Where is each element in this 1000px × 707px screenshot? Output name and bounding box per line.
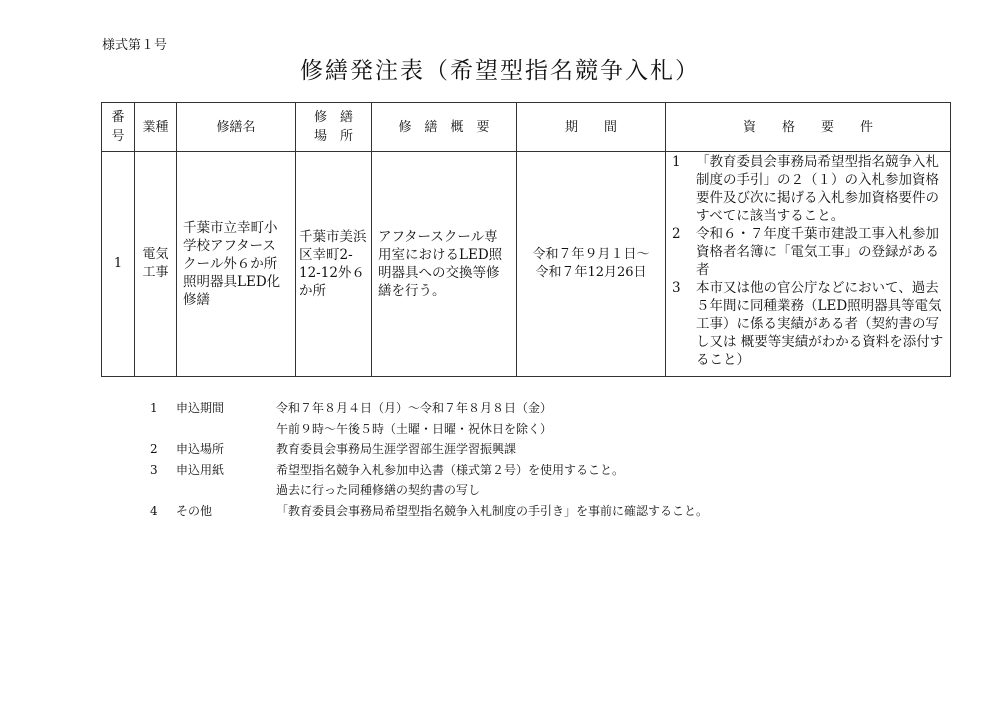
note-label: 申込期間 xyxy=(176,401,225,415)
note-label: 申込用紙 xyxy=(176,462,225,477)
qualification-text: 本市又は他の官公庁などにおいて、過去５年間に同種業務（LED照明器具等電気工事）に係る実績がある者（契約書の写し又は 概要等実績がわかる資料を添付すること） xyxy=(696,280,944,368)
row-summary: アフタースクール専用室におけるLED照明器具への交換等修繕を行う。 xyxy=(372,152,517,377)
note-text: 教育委員会事務局生涯学習部生涯学習振興課 xyxy=(276,442,517,456)
row-number: 1 xyxy=(102,152,135,377)
note-text: 「教育委員会事務局希望型指名競争入札制度の手引き」を事前に確認すること。 xyxy=(276,503,709,518)
header-summary: 修 繕 概 要 xyxy=(372,103,517,152)
note-text: 午前９時～午後５時（土曜・日曜・祝休日を除く） xyxy=(276,421,553,436)
row-repair-name: 千葉市立幸町小学校アフタースクール外６か所照明器具LED化修繕 xyxy=(177,152,296,377)
qualification-text: 令和６・７年度千葉市建設工事入札参加資格者名簿に「電気工事」の登録がある者 xyxy=(696,226,939,278)
row-period xyxy=(517,152,666,377)
form-number: 様式第１号 xyxy=(102,38,168,53)
period-start: 令和７年９月１日～ xyxy=(532,247,650,262)
qualification-number: 2 xyxy=(672,226,681,242)
header-type: 業種 xyxy=(135,103,177,152)
header-period: 期 間 xyxy=(517,103,666,152)
notes-section xyxy=(150,398,708,521)
note-text: 令和７年８月４日（月）～令和７年８月８日（金） xyxy=(276,401,553,415)
order-table xyxy=(101,102,951,377)
qualification-item xyxy=(672,225,944,279)
note-label: その他 xyxy=(176,503,213,518)
qualification-number: 1 xyxy=(672,154,681,170)
qualification-item xyxy=(672,153,944,225)
note-continuation xyxy=(150,480,708,501)
note-label: 申込場所 xyxy=(176,442,225,456)
period-end: 令和７年12月26日 xyxy=(535,265,647,280)
note-number: 4 xyxy=(150,503,158,518)
table-header-row xyxy=(102,103,951,152)
row-qualifications xyxy=(666,152,951,377)
qualification-text: 「教育委員会事務局希望型指名競争入札制度の手引」の２（１）の入札参加資格要件及び次に掲げる入札参加資格要件のすべてに該当すること。 xyxy=(696,154,939,224)
table-row xyxy=(102,152,951,377)
note-item xyxy=(150,398,708,419)
note-text: 過去に行った同種修繕の契約書の写し xyxy=(276,483,481,497)
header-place: 修 繕 場 所 xyxy=(296,103,372,152)
header-qualification: 資 格 要 件 xyxy=(666,103,951,152)
note-number: 3 xyxy=(150,462,158,477)
note-number: 2 xyxy=(150,442,158,456)
note-item xyxy=(150,460,708,481)
note-item xyxy=(150,501,708,522)
qualification-number: 3 xyxy=(672,280,681,296)
document-title: 修繕発注表（希望型指名競争入札） xyxy=(300,58,700,84)
row-type: 電気工事 xyxy=(135,152,177,377)
note-text: 希望型指名競争入札参加申込書（様式第２号）を使用すること。 xyxy=(276,462,625,477)
row-place: 千葉市美浜区幸町2-12-12外６か所 xyxy=(296,152,372,377)
note-item xyxy=(150,439,708,460)
qualification-item xyxy=(672,279,944,369)
header-no: 番号 xyxy=(102,103,135,152)
note-number: 1 xyxy=(150,401,158,415)
header-name: 修繕名 xyxy=(177,103,296,152)
note-continuation xyxy=(150,419,708,440)
